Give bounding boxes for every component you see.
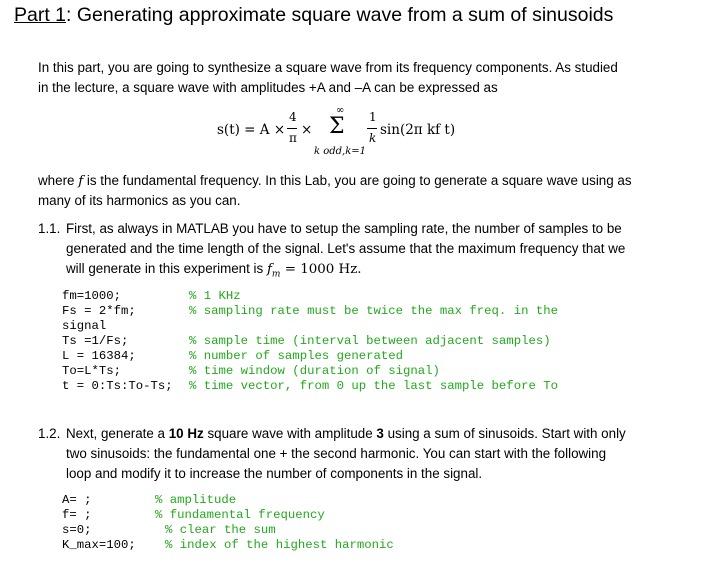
formula-frac-bar <box>287 128 297 129</box>
formula-frac2-denominator: k <box>369 131 377 145</box>
title-rest: : Generating approximate square wave from a sum of sinusoids <box>66 4 614 26</box>
section-1-2-line-2: two sinusoids: the fundamental one + the second harmonic. You can start with the following <box>66 446 607 461</box>
formula-frac-denominator: π <box>289 131 297 145</box>
where-line-2: many of its harmonics as you can. <box>38 193 241 208</box>
section-1-1-line-2: generated and the time length of the signal. Let's assume that the maximum frequency that we <box>66 241 626 256</box>
formula-frac2-bar <box>367 128 377 129</box>
where-line-1: where f is the fundamental frequency. In this Lab, you are going to generate a square wave using as <box>38 173 632 189</box>
formula-lhs: s(t) = A × <box>217 122 286 138</box>
section-1-2-number: 1.2. <box>38 426 61 441</box>
formula-sum-upper: ∞ <box>336 105 345 116</box>
intro-line-1: In this part, you are going to synthesize a square wave from its frequency components. As studied <box>38 60 618 75</box>
formula-frac2-numerator: 1 <box>369 110 377 124</box>
page-title <box>14 4 613 27</box>
formula-sine-term: sin(2π kf t) <box>380 122 456 138</box>
code-comment: % index of the highest harmonic <box>165 538 394 552</box>
section-1-1-line-3: will generate in this experiment is $f_m = 1000$ Hz. <box>66 261 362 280</box>
formula-frac-numerator: 4 <box>289 110 297 124</box>
formula-sum-lower: k odd,k=1 <box>314 146 367 157</box>
code-line: t = 0:Ts:To-Ts; <box>62 379 173 393</box>
code-line: f= ; <box>62 508 92 522</box>
section-1-1-number: 1.1. <box>38 221 61 236</box>
code-comment: % fundamental frequency <box>155 508 325 522</box>
code-line: fm=1000; <box>62 289 122 303</box>
code-comment: % 1 KHz <box>189 289 241 303</box>
code-line: Fs = 2*fm; <box>62 304 136 318</box>
code-line: signal <box>62 319 107 333</box>
code-line: s=0; <box>62 523 92 537</box>
section-1-2-line-1: Next, generate a 10 Hz square wave with amplitude 3 using a sum of sinusoids. Start with only <box>66 426 626 441</box>
code-comment: % amplitude <box>155 493 237 507</box>
section-1-2-line-3: loop and modify it to increase the number of components in the signal. <box>66 466 483 481</box>
code-comment: % time window (duration of signal) <box>189 364 440 378</box>
code-line: L = 16384; <box>62 349 136 363</box>
code-comment: % sampling rate must be twice the max freq. in the <box>189 304 558 318</box>
formula-times: × <box>301 122 313 138</box>
code-line: K_max=100; <box>62 538 136 552</box>
code-comment: % sample time (interval between adjacent samples) <box>189 334 551 348</box>
code-comment: % time vector, from 0 up the last sample before To <box>189 379 558 393</box>
code-line: Ts =1/Fs; <box>62 334 129 348</box>
formula-sum-symbol: Σ <box>329 114 345 139</box>
intro-line-2: in the lecture, a square wave with amplitudes +A and –A can be expressed as <box>38 80 498 95</box>
code-line: A= ; <box>62 493 92 507</box>
title-prefix: Part 1 <box>14 4 67 26</box>
code-comment: % number of samples generated <box>189 349 404 363</box>
code-comment: % clear the sum <box>165 523 276 537</box>
section-1-1-line-1: First, as always in MATLAB you have to setup the sampling rate, the number of samples to be <box>66 221 622 236</box>
code-line: To=L*Ts; <box>62 364 122 378</box>
